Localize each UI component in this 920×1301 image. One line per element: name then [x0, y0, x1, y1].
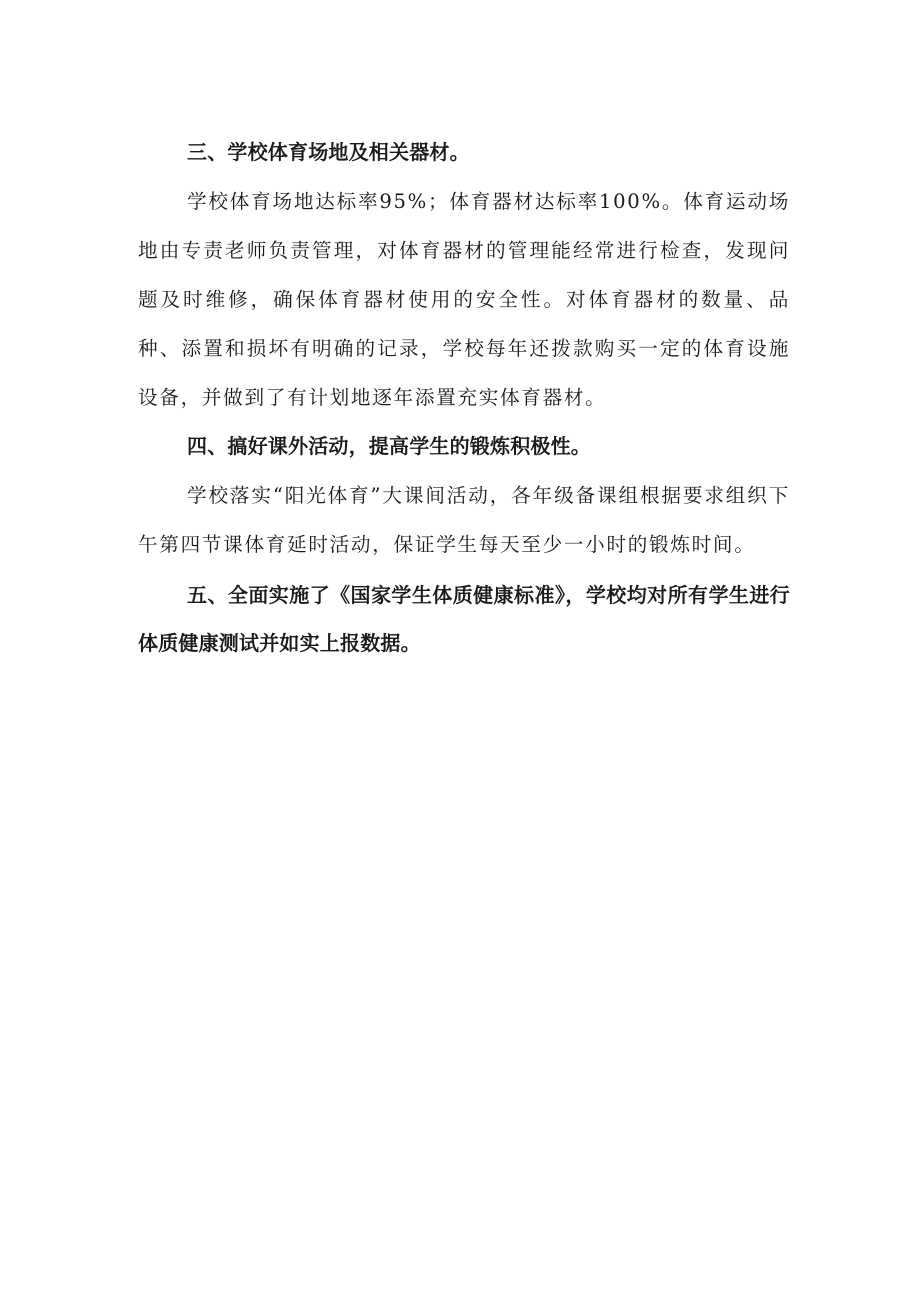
section-4-paragraph: 学校落实“阳光体育”大课间活动，各年级备课组根据要求组织下午第四节课体育延时活动，保证学生每天至少一小时的锻炼时间。 — [138, 484, 790, 556]
section-4-heading: 四、搞好课外活动，提高学生的锻炼积极性。 — [187, 434, 591, 458]
section-3-heading: 三、学校体育场地及相关器材。 — [187, 140, 470, 164]
section-5-heading: 五、全面实施了《国家学生体质健康标准》，学校均对所有学生进行体质健康测试并如实上报数据。 — [138, 583, 790, 655]
document-body — [138, 128, 790, 667]
section-3-paragraph: 学校体育场地达标率95%；体育器材达标率100%。体育运动场地由专责老师负责管理，对体育器材的管理能经常进行检查，发现问题及时维修，确保体育器材使用的安全性。对体育器材的数量、品种、添置和损坏有明确的记录，学校每年还拨款购买一定的体育设施设备，并做到了有计划地逐年添置充实体育器材。 — [138, 190, 790, 409]
